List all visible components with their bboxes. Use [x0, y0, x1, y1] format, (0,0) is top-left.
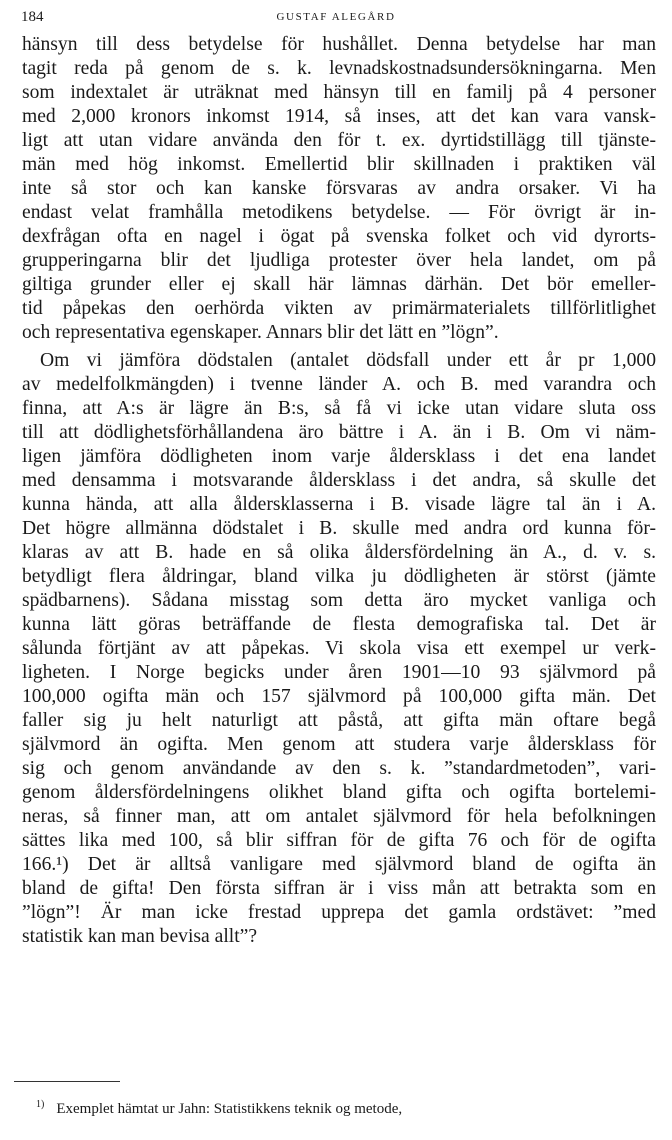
text-line: spädbarnens). Sådana misstag som detta äro mycket vanliga och [22, 590, 656, 611]
paragraph-2 [22, 349, 656, 949]
text-line: till att dödlighetsförhållandena äro bättre i A. än i B. Om vi näm- [22, 422, 656, 443]
text-line: neras, så finner man, att om antalet självmord för hela befolkningen [22, 806, 656, 827]
text-line: endast velat framhålla metodikens betydelse. — För övrigt är in- [22, 202, 656, 223]
text-line: faller sig ju helt naturligt att påstå, att gifta män oftare begå [22, 710, 656, 731]
text-line: och representativa egenskaper. Annars blir det lätt en ”lögn”. [22, 322, 499, 343]
text-line: Om vi jämföra dödstalen (antalet dödsfall under ett år pr 1,000 [40, 350, 656, 371]
text-line: bland de gifta! Den första siffran är i viss mån att betrakta som en [22, 878, 656, 899]
text-line: av medelfolkmängden) i tvenne länder A. och B. med varandra och [22, 374, 656, 395]
text-line: självmord än ogifta. Men genom att studera varje åldersklass för [22, 734, 656, 755]
text-line: 100,000 ogifta män och 157 självmord på 100,000 gifta män. Det [22, 686, 656, 707]
text-line: män med hög inkomst. Emellertid blir skillnaden i praktiken väl [22, 154, 656, 175]
text-line: ligt att utan vidare använda den för t. ex. dyrtidstillägg till tjänste- [22, 130, 656, 151]
text-line: klaras av att B. hade en så olika åldersfördelning än A., d. v. s. [22, 542, 656, 563]
footnote-divider [14, 1081, 120, 1082]
text-line: med 2,000 kronors inkomst 1914, så inses, att det kan vara vansk- [22, 106, 656, 127]
text-line: grupperingarna blir det ljudliga protester över hela landet, om på [22, 250, 656, 271]
footnote-marker: 1) [36, 1099, 45, 1110]
text-line: ligen jämföra dödligheten inom varje åldersklass i det ena landet [22, 446, 656, 467]
text-line: ligheten. I Norge begicks under åren 1901—10 93 självmord på [22, 662, 656, 683]
text-line: finna, att A:s är lägre än B:s, så få vi icke utan vidare sluta oss [22, 398, 656, 419]
paragraph-1 [22, 33, 656, 345]
body-text [22, 33, 656, 949]
text-line: ”lögn”! Är man icke frestad upprepa det gamla ordstävet: ”med [22, 902, 656, 923]
page-number: 184 [21, 9, 44, 25]
text-line: med densamma i motsvarande åldersklass i det andra, så skulle det [22, 470, 656, 491]
text-line: 166.¹) Det är alltså vanligare med självmord bland de ogifta än [22, 854, 656, 875]
text-line: kunna hända, att alla åldersklasserna i B. visade lägre tal än i A. [22, 494, 656, 515]
text-line: kunna lätt göras beträffande de flesta demografiska tal. Det är [22, 614, 656, 635]
text-line: som indextalet är uträknat med hänsyn till en familj på 4 personer [22, 82, 656, 103]
text-line: dexfrågan ofta en nagel i ögat på svenska folket och vid dyrorts- [22, 226, 656, 247]
text-line: statistik kan man bevisa allt”? [22, 926, 258, 947]
text-line: tid påpekas den oerhörda vikten av primärmaterialets tillförlitlighet [22, 298, 656, 319]
text-line: tagit reda på genom de s. k. levnadskostnadsundersökningarna. Men [22, 58, 656, 79]
text-line: Det högre allmänna dödstalet i B. skulle med andra ord kunna för- [22, 518, 656, 539]
footnote-text: Exemplet hämtat ur Jahn: Statistikkens teknik og metode, [56, 1101, 403, 1117]
text-line: inte så stor och kan kanske försvaras av andra orsaker. Vi ha [22, 178, 656, 199]
text-line: sålunda förtjänt av att påpekas. Vi skola visa ett exempel ur verk- [22, 638, 656, 659]
text-line: sättes lika med 100, så blir siffran för de gifta 76 och för de ogifta [22, 830, 656, 851]
footnote [36, 1094, 636, 1120]
text-line: sig och genom användande av den s. k. ”standardmetoden”, vari- [22, 758, 656, 779]
text-line: giltiga grunder eller ej skall här lämnas därhän. Det bör emeller- [22, 274, 656, 295]
text-line: genom åldersfördelningens olikhet bland gifta och ogifta bortelemi- [22, 782, 656, 803]
text-line: hänsyn till dess betydelse för hushållet. Denna betydelse har man [22, 34, 656, 55]
text-line: betydligt flera åldringar, bland vilka ju dödligheten är störst (jämte [22, 566, 656, 587]
running-head: GUSTAF ALEGÅRD [276, 11, 396, 23]
